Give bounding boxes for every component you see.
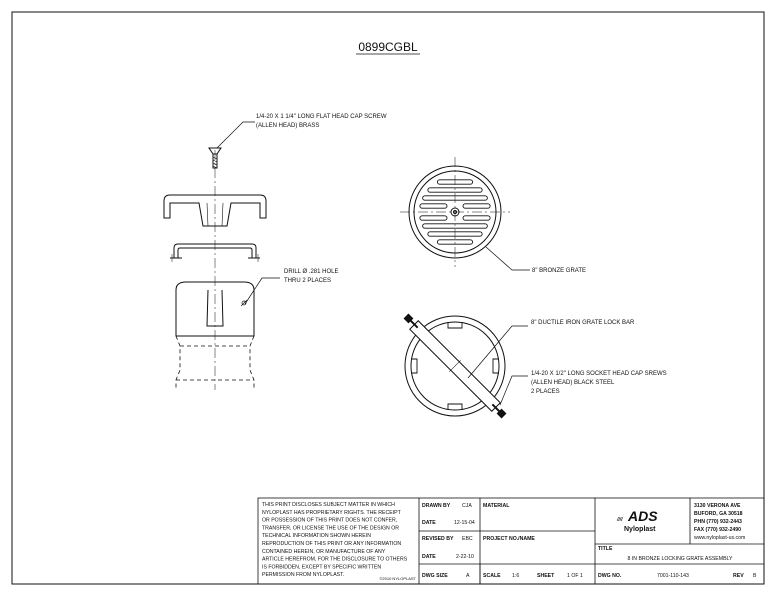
rev-value: B xyxy=(753,573,757,579)
drill-callout-line-2: THRU 2 PLACES xyxy=(284,278,332,284)
sheet-label: SHEET xyxy=(537,573,555,579)
date2-label: DATE xyxy=(422,554,436,560)
ads-logo xyxy=(616,508,658,533)
lock-bar-callout: 8" DUCTILE IRON GRATE LOCK BAR xyxy=(531,320,635,326)
dwg-size-value: A xyxy=(466,573,470,579)
address-line: 3130 VERONA AVE xyxy=(694,503,741,509)
grate-leader xyxy=(486,247,530,270)
company-address xyxy=(694,503,745,541)
drawing-number: 0899CGBL xyxy=(358,40,418,54)
screw-callout-line-1: 1/4-20 X 1 1/4" LONG FLAT HEAD CAP SCREW xyxy=(256,114,387,120)
dwg-no-value: 7001-110-143 xyxy=(657,573,689,579)
disclaimer-line: CONTAINED HEREIN, OR MANUFACTURE OF ANY xyxy=(262,548,386,555)
lock-bar xyxy=(408,319,501,412)
socket-screw-leader xyxy=(500,376,528,405)
scale-label: SCALE xyxy=(483,573,501,579)
revised-by-label: REVISED BY xyxy=(422,536,454,542)
disclaimer-line: OR POSSESSION OF THIS PRINT DOES NOT CONFER, xyxy=(262,517,398,524)
address-line: PHN (770) 932-2443 xyxy=(694,519,742,525)
disclaimer-line: NYLOPLAST HAS PROPRIETARY RIGHTS. THE RECEIPT xyxy=(262,509,401,516)
exploded-assembly-view xyxy=(164,148,266,390)
socket-screw-callout-line-1: 1/4-20 X 1/2" LONG SOCKET HEAD CAP SREWS xyxy=(531,371,667,377)
grate-slot xyxy=(463,204,490,208)
rev-label: REV xyxy=(733,573,744,579)
lock-bar-top-view xyxy=(404,314,506,418)
dwg-size-label: DWG SIZE xyxy=(422,573,448,579)
lock-bar-leader xyxy=(468,326,528,378)
disclaimer-line: THIS PRINT DISCLOSES SUBJECT MATTER IN WHICH xyxy=(262,502,395,508)
material-label: MATERIAL xyxy=(483,503,510,509)
disclaimer-line: ARTICLE HEREFROM, FOR THE DISCLOSURE TO OTHERS xyxy=(262,556,408,563)
disclaimer-line: PERMISSION FROM NYLOPLAST. xyxy=(262,572,345,579)
drawn-by-label: DRAWN BY xyxy=(422,503,451,509)
date-value: 12-15-04 xyxy=(454,520,475,526)
copyright: ©2010 NYLOPLAST xyxy=(379,576,416,581)
date2-value: 2-22-10 xyxy=(456,554,474,560)
project-label: PROJECT NO./NAME xyxy=(483,536,535,542)
disclaimer-line: REPRODUCTION OF THIS PRINT OR ANY INFORMATION xyxy=(262,541,402,547)
date-label: DATE xyxy=(422,520,436,526)
grate-callout: 8" BRONZE GRATE xyxy=(532,268,587,274)
grate-slot xyxy=(420,204,447,208)
socket-screw-callout-line-3: 2 PLACES xyxy=(531,389,560,395)
screw-callout-line-2: (ALLEN HEAD) BRASS xyxy=(256,123,320,129)
socket-screw-callout-line-2: (ALLEN HEAD) BLACK STEEL xyxy=(531,380,615,386)
svg-text:////: //// xyxy=(617,517,623,523)
leader-lines-left xyxy=(217,122,280,304)
address-line: BUFORD, GA 30518 xyxy=(694,511,743,517)
logo-nyloplast-text: Nyloplast xyxy=(624,526,656,533)
disclaimer-text xyxy=(262,502,408,578)
address-line: FAX (770) 932-2490 xyxy=(694,527,742,533)
grate-slot xyxy=(420,216,447,220)
dwg-no-label: DWG NO. xyxy=(598,573,622,579)
address-line: www.nyloplast-us.com xyxy=(694,535,746,541)
drill-callout-line-1: DRILL Ø .281 HOLE xyxy=(284,269,339,275)
bronze-grate-top-view xyxy=(400,157,510,267)
scale-value: 1:6 xyxy=(512,573,520,579)
revised-by-value: EBC xyxy=(462,536,473,542)
title-label: TITLE xyxy=(598,546,613,552)
grate-slot xyxy=(463,216,490,220)
disclaimer-line: IS FORBIDDEN, EXCEPT BY SPECIFIC WRITTEN xyxy=(262,564,382,571)
disclaimer-line: TRANSFER, OR LICENSE THE USE OF THE DESIGN OR xyxy=(262,525,400,532)
drawn-by-value: CJA xyxy=(462,503,472,509)
sheet-value: 1 OF 1 xyxy=(567,573,583,579)
disclaimer-line: TECHNICAL INFORMATION SHOWN HEREIN xyxy=(262,533,371,540)
drawing-title: 8 IN BRONZE LOCKING GRATE ASSEMBLY xyxy=(627,556,733,562)
logo-ads-text: ADS xyxy=(628,508,658,524)
